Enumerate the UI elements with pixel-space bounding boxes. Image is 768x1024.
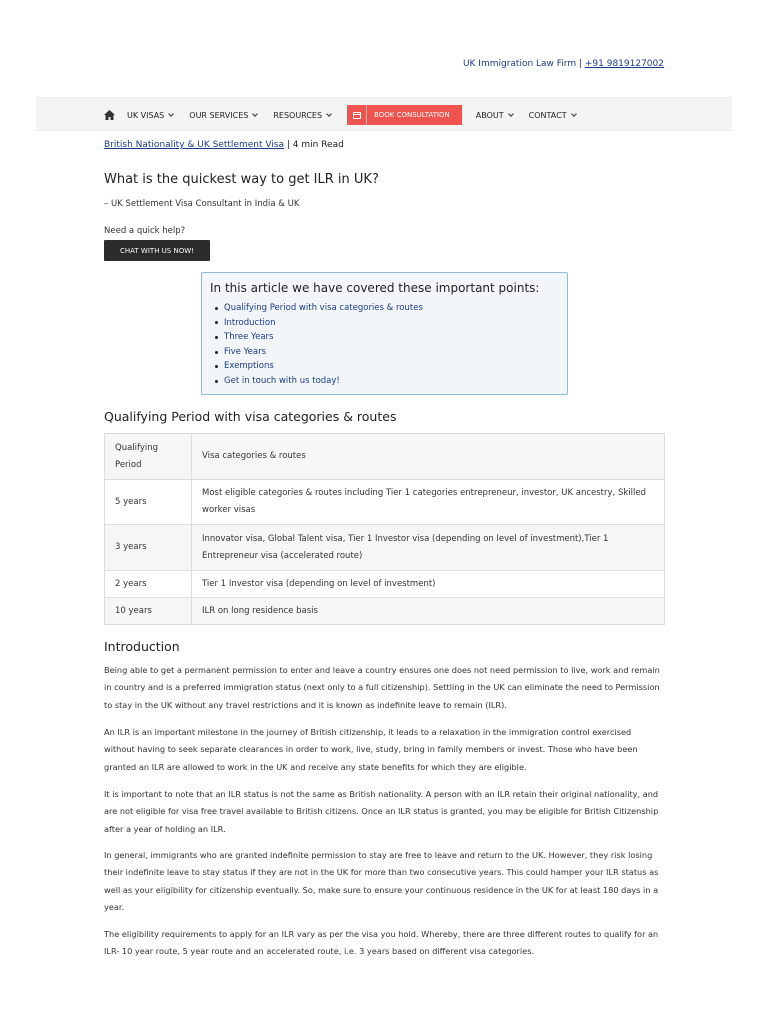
- firm-label: UK Immigration Law Firm |: [462, 59, 582, 69]
- table-row: [105, 571, 665, 598]
- need-help-text: Need a quick help?: [104, 226, 186, 236]
- nav-contact[interactable]: [529, 111, 576, 120]
- bullet-icon: [215, 365, 218, 368]
- nav-label: ABOUT: [475, 110, 504, 120]
- toc-item-label: Qualifying Period with visa categories & routes: [224, 303, 423, 313]
- paragraph: In general, immigrants who are granted indefinite permission to stay are free to leave and return to the UK. However, they risk losing their indefinite leave to stay status if they are not in the UK for more than two consecutive years. This could hamper your ILR status as well as your eligibility for citizenship eventually. So, make sure to ensure your continuous residence in the UK for at least 180 days in a year.: [104, 850, 659, 912]
- page-subtitle: – UK Settlement Visa Consultant in India & UK: [104, 199, 300, 209]
- bullet-icon: [215, 321, 218, 324]
- nav-our-services[interactable]: [189, 111, 257, 120]
- breadcrumb-category-link[interactable]: British Nationality & UK Settlement Visa: [104, 140, 285, 150]
- toc-item[interactable]: [215, 316, 559, 331]
- table-cell: 3 years: [105, 525, 192, 571]
- table-cell: Most eligible categories & routes including Tier 1 categories entrepreneur, investor, UK ancestry, Skilled worker visas: [192, 480, 665, 525]
- calendar-icon: [347, 105, 367, 125]
- table-cell: Qualifying Period: [105, 434, 192, 480]
- toc-item-label: Three Years: [224, 332, 274, 343]
- section-heading-introduction: Introduction: [104, 639, 180, 654]
- chevron-down-icon: [168, 111, 174, 117]
- table-cell: ILR on long residence basis: [192, 598, 665, 625]
- nav-label: UK VISAS: [127, 110, 165, 120]
- paragraph: An ILR is an important milestone in the journey of British citizenship, it leads to a relaxation in the immigration control exercised without having to seek separate clearances in order to work, live, study, bring in family members or invest. Those who have been granted an ILR are allowed to work in the UK and receive any state benefits for which they are eligible.: [104, 727, 638, 772]
- chevron-down-icon: [508, 111, 514, 117]
- table-row: [105, 434, 665, 480]
- nav-resources[interactable]: [273, 111, 331, 120]
- toc-item[interactable]: [215, 330, 559, 345]
- chevron-down-icon: [252, 111, 258, 117]
- bullet-icon: [215, 380, 218, 383]
- page-title: What is the quickest way to get ILR in UK?: [104, 172, 379, 187]
- bullet-icon: [215, 351, 218, 354]
- paragraph: The eligibility requirements to apply for an ILR vary as per the visa you hold. Whereby, there are three different routes to qualify for an ILR- 10 year route, 5 year route and an accelerated route, i.e. 3 years based on different visa categories.: [104, 929, 659, 957]
- toc-item[interactable]: [215, 359, 559, 374]
- chevron-down-icon: [326, 111, 332, 117]
- nav-label: OUR SERVICES: [189, 110, 249, 120]
- toc-heading: In this article we have covered these important points:: [210, 281, 540, 295]
- table-cell: Innovator visa, Global Talent visa, Tier 1 Investor visa (depending on level of investment),Tier 1 Entrepreneur visa (accelerated route): [192, 525, 665, 571]
- nav-label: CONTACT: [528, 110, 567, 120]
- table-row: [105, 598, 665, 625]
- qualifying-period-table: [104, 433, 665, 625]
- home-icon[interactable]: [104, 110, 115, 120]
- top-contact-line: [463, 59, 664, 69]
- bullet-icon: [215, 336, 218, 339]
- table-cell: 2 years: [105, 571, 192, 598]
- toc-item[interactable]: [215, 301, 559, 316]
- table-row: [105, 525, 665, 571]
- phone-link[interactable]: +91 9819127002: [584, 59, 664, 69]
- read-time: | 4 min Read: [284, 140, 344, 150]
- toc-item-label: Get in touch with us today!: [224, 375, 340, 386]
- toc-item-label: Exemptions: [224, 361, 274, 372]
- nav-about[interactable]: [476, 111, 513, 120]
- paragraph: Being able to get a permanent permission to enter and leave a country ensures one does not need permission to live, work and remain in country and is a preferred immigration status (next only to a full citizenship). Settling in the UK can eliminate the need to Permission to stay in the UK without any travel restrictions and it is known as indefinite leave to remain (ILR).: [104, 665, 660, 710]
- toc-item-label: Five Years: [224, 346, 267, 357]
- bullet-icon: [215, 307, 218, 310]
- nav-uk-visas[interactable]: [127, 111, 173, 120]
- table-cell: Visa categories & routes: [192, 434, 665, 480]
- table-cell: 10 years: [105, 598, 192, 625]
- table-of-contents: [201, 272, 568, 395]
- nav-label: RESOURCES: [273, 110, 323, 120]
- chevron-down-icon: [571, 111, 577, 117]
- book-consultation-button[interactable]: [347, 105, 462, 125]
- toc-item[interactable]: [215, 374, 559, 389]
- book-label: BOOK CONSULTATION: [374, 111, 450, 119]
- chat-button[interactable]: CHAT WITH US NOW!: [104, 240, 210, 261]
- main-navbar: [36, 97, 732, 131]
- paragraph: It is important to note that an ILR status is not the same as British nationality. A person with an ILR retain their original nationality, and are not eligible for visa free travel available to British citizens. Once an ILR status is granted, you may be eligible for British Citizenship after a year of holding an ILR.: [104, 789, 659, 834]
- toc-item[interactable]: [215, 345, 559, 360]
- table-cell: 5 years: [105, 480, 192, 525]
- table-row: [105, 480, 665, 525]
- toc-item-label: Introduction: [224, 317, 276, 328]
- section-heading-qualifying: Qualifying Period with visa categories & routes: [104, 409, 397, 424]
- breadcrumb: [104, 140, 344, 150]
- table-cell: Tier 1 Investor visa (depending on level of investment): [192, 571, 665, 598]
